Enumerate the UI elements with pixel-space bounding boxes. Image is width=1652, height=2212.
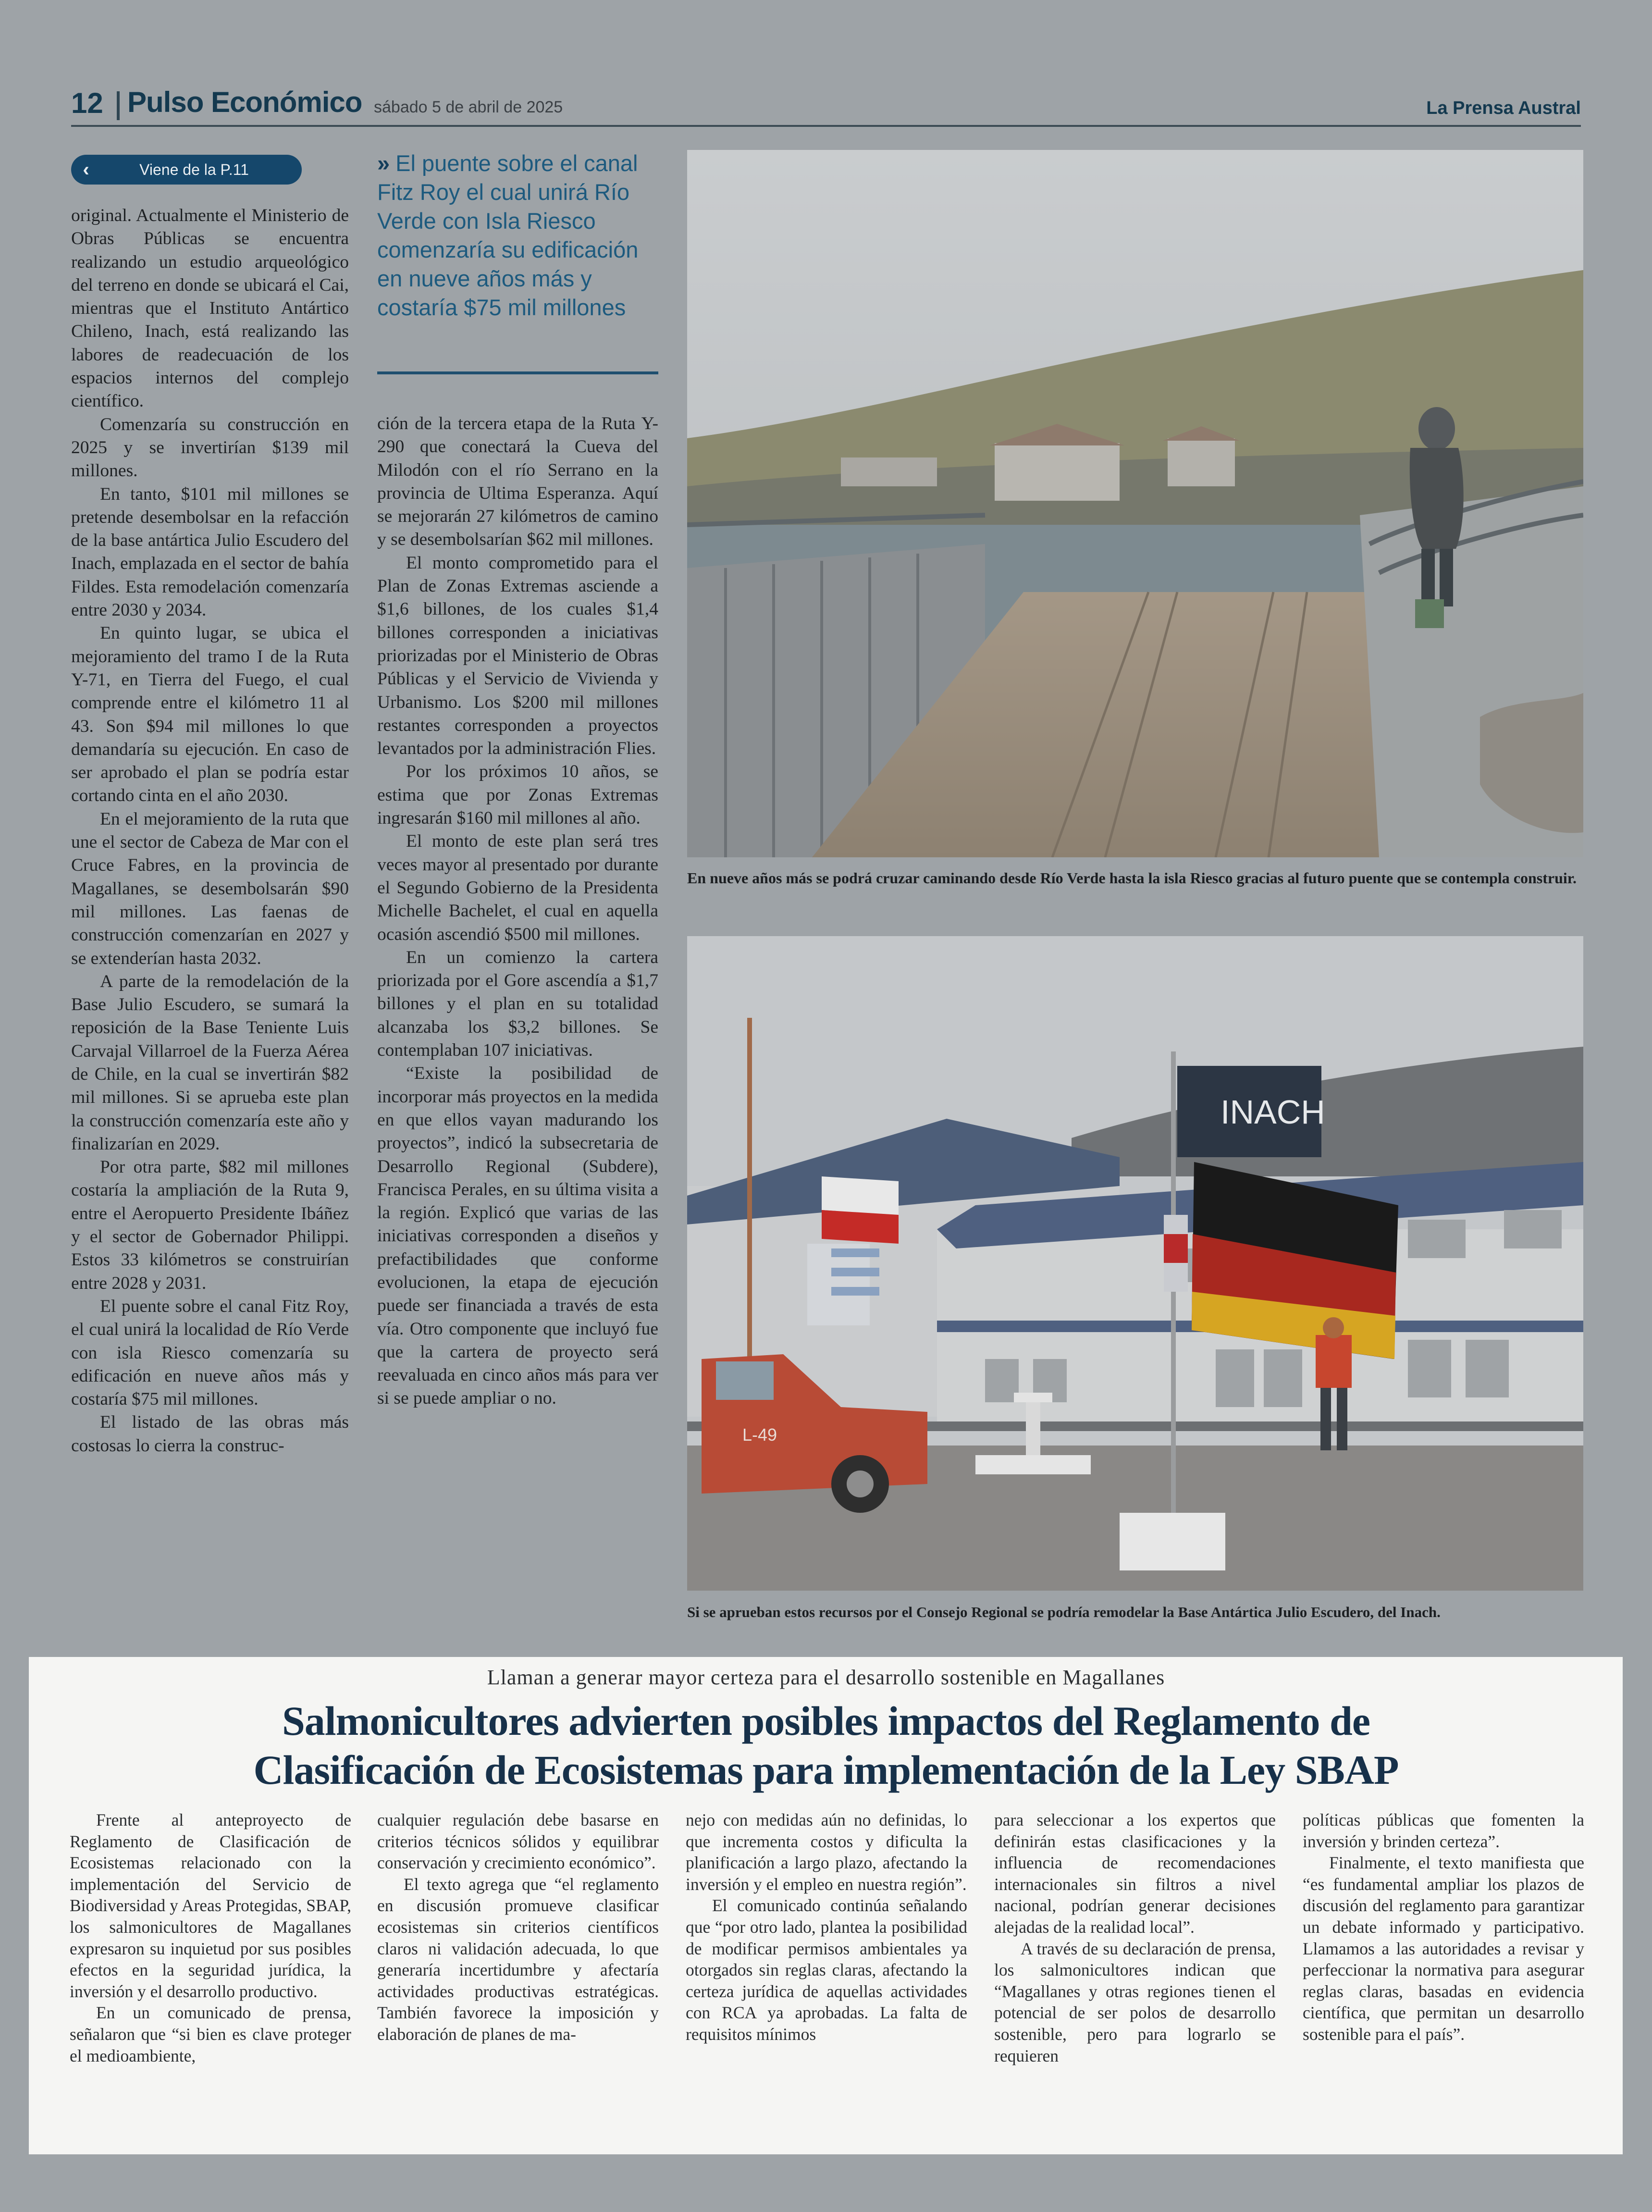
chevron-left-icon: ‹ bbox=[83, 159, 89, 180]
headline-line-1: Salmonicultores advierten posibles impactos del Reglamento de bbox=[282, 1698, 1370, 1744]
issue-date: sábado 5 de abril de 2025 bbox=[374, 98, 563, 116]
paragraph: Por otra parte, $82 mil millones costaría la ampliación de la Ruta 9, entre el Aeropuerto Presidente Ibáñez y el sector de Gobernador Philippi. Estos 33 kilómetros se construirían entre 2028 y 2031. bbox=[71, 1157, 349, 1293]
double-chevron-icon: » bbox=[377, 150, 390, 176]
paragraph: Finalmente, el texto manifiesta que “es fundamental ampliar los plazos de discusión del reglamento para garantizar un debate informado y participativo. Llamamos a las autoridades a revisar y perfeccionar la normativa para asegurar reglas claras, basadas en evidencia científica, que permitan un desarrollo sostenible para el país”. bbox=[1303, 1853, 1584, 2044]
paragraph: El texto agrega que “el reglamento en discusión promueve clasificar ecosistemas sin criterios científicos claros ni validación adecuada, lo que generaría incertidumbre y afectaría actividades productivas estratégicas. También favorece la imposición y elaboración de planes de ma- bbox=[377, 1874, 659, 2044]
paragraph: A través de su declaración de prensa, los salmonicultores indican que “Magallanes y otras regiones tienen el potencial de ser polos de desarrollo sostenible, pero para lograrlo se requieren bbox=[994, 1939, 1276, 2065]
flag-text-inach: INACH bbox=[1221, 1093, 1325, 1131]
paragraph: nejo con medidas aún no definidas, lo que incrementa costos y dificulta la planificación a largo plazo, afectando la inversión y el empleo en nuestra región”. bbox=[686, 1810, 967, 1894]
antarctic-base-photo bbox=[687, 936, 1583, 1591]
photo1-caption: En nueve años más se podrá cruzar caminando desde Río Verde hasta la isla Riesco gracias al futuro puente que se contempla construir. bbox=[687, 869, 1577, 887]
header-rule bbox=[71, 125, 1581, 127]
continued-from-tag[interactable] bbox=[71, 155, 302, 185]
headline-line-2: Clasificación de Ecosistemas para implementación de la Ley SBAP bbox=[253, 1747, 1399, 1793]
continued-label: Viene de la P.11 bbox=[139, 161, 249, 178]
article2-column-3 bbox=[686, 1809, 967, 2045]
publication-name: La Prensa Austral bbox=[1426, 98, 1581, 118]
article1-column-1 bbox=[71, 204, 349, 1458]
paragraph: cualquier regulación debe basarse en criterios técnicos sólidos y equilibrar conservación y crecimiento económico”. bbox=[377, 1810, 659, 1873]
article2-column-5 bbox=[1303, 1809, 1584, 2045]
section-title: Pulso Económico bbox=[127, 86, 362, 118]
paragraph: A parte de la remodelación de la Base Julio Escudero, se sumará la reposición de la Base Teniente Luis Carvajal Villarroel de la Fuerza Aérea de Chile, en la cual se invertirán $82 mil millones. Si se aprueba este plan la construcción comenzaría este año y finalizarían en 2029. bbox=[71, 971, 349, 1154]
article2-column-1 bbox=[70, 1809, 351, 2066]
header-divider bbox=[117, 91, 120, 120]
paragraph: El listado de las obras más costosas lo cierra la construc- bbox=[71, 1412, 349, 1456]
paragraph: Frente al anteproyecto de Reglamento de Clasificación de Ecosistemas relacionado con la implementación del Servicio de Biodiversidad y Areas Protegidas, SBAP, los salmonicultores de Magallanes expresaron su inquietud por sus posibles efectos en la seguridad jurídica, la inversión y el desarrollo productivo. bbox=[70, 1810, 351, 2001]
pull-quote bbox=[377, 149, 656, 322]
paragraph: En un comienzo la cartera priorizada por el Gore ascendía a $1,7 billones y el plan en su totalidad alcanzaba los $3,2 billones. Se contemplaban 107 iniciativas. bbox=[377, 947, 658, 1061]
page-number: 12 bbox=[71, 87, 103, 119]
vehicle-text-l49: L-49 bbox=[742, 1425, 777, 1445]
paragraph: En quinto lugar, se ubica el mejoramiento del tramo I de la Ruta Y-71, en Tierra del Fuego, el cual comprende entre el kilómetro 11 al 43. Son $94 mil millones lo que demandaría su ejecución. En caso de ser aprobado el plan se podría estar cortando cinta en el año 2030. bbox=[71, 623, 349, 806]
paragraph: Por los próximos 10 años, se estima que por Zonas Extremas ingresarán $160 mil millones al año. bbox=[377, 762, 658, 828]
paragraph: El monto comprometido para el Plan de Zonas Extremas asciende a $1,6 billones, de los cuales $1,4 billones corresponden a iniciativas priorizadas por el Ministerio de Obras Públicas y el Servicio de Vivienda y Urbanismo. Los $200 mil millones restantes corresponden a proyectos levantados por la administración Flies. bbox=[377, 553, 658, 759]
paragraph: “Existe la posibilidad de incorporar más proyectos en la medida en que ellos vayan madurando los proyectos”, indicó la subsecretaria de Desarrollo Regional (Subdere), Francisca Perales, en su última visita a la región. Explicó que varias de las iniciativas corresponden a diseños y prefactibilidades que conforme evolucionen, la etapa de ejecución puede ser financiada a través de esta vía. Otro componente que incluyó fue que la cartera de proyecto será reevaluada en cinco años más para ver si se puede ampliar o no. bbox=[377, 1063, 658, 1409]
paragraph: para seleccionar a los expertos que definirán estas clasificaciones y la influencia de recomendaciones internacionales sin filtros a nivel nacional, podrían generar decisiones alejadas de la realidad local”. bbox=[994, 1810, 1276, 1937]
article2-column-4 bbox=[994, 1809, 1276, 2066]
article2-headline bbox=[0, 1696, 1652, 1794]
pull-quote-text: El puente sobre el canal Fitz Roy el cual unirá Río Verde con Isla Riesco comenzaría su edificación en nueve años más y costaría $75 mil millones bbox=[377, 150, 639, 320]
article2-column-2 bbox=[377, 1809, 659, 2045]
photo2-caption: Si se aprueban estos recursos por el Consejo Regional se podría remodelar la Base Antártica Julio Escudero, del Inach. bbox=[687, 1604, 1441, 1620]
paragraph: En el mejoramiento de la ruta que une el sector de Cabeza de Mar con el Cruce Fabres, en la provincia de Magallanes, se desembolsarán $90 mil millones. Las faenas de construcción comenzarían en 2027 y se extenderían hasta 2032. bbox=[71, 809, 349, 968]
paragraph: El comunicado continúa señalando que “por otro lado, plantea la posibilidad de modificar permisos ambientales ya otorgados sin reglas claras, afectando la certeza jurídica de aquellas actividades con RCA ya aprobadas. La falta de requisitos mínimos bbox=[686, 1896, 967, 2044]
pull-quote-rule bbox=[377, 371, 658, 374]
article1-column-2 bbox=[377, 412, 658, 1410]
paragraph: políticas públicas que fomenten la inversión y brinden certeza”. bbox=[1303, 1810, 1584, 1851]
article2-kicker: Llaman a generar mayor certeza para el desarrollo sostenible en Magallanes bbox=[487, 1666, 1165, 1689]
paragraph: El monto de este plan será tres veces mayor al presentado por durante el Segundo Gobierno de la Presidenta Michelle Bachelet, el cual en aquella ocasión ascendió $500 mil millones. bbox=[377, 831, 658, 944]
paragraph: original. Actualmente el Ministerio de Obras Públicas se encuentra realizando un estudio arqueológico del terreno en donde se ubicará el Cai, mientras que el Instituto Antártico Chileno, Inach, está realizando las labores de readecuación de los espacios internos del complejo científico. bbox=[71, 206, 349, 411]
paragraph: El puente sobre el canal Fitz Roy, el cual unirá la localidad de Río Verde con isla Riesco comenzaría su edificación en nueve años más y costaría $75 mil millones. bbox=[71, 1296, 349, 1409]
paragraph: En un comunicado de prensa, señalaron que “si bien es clave proteger el medioambiente, bbox=[70, 2003, 351, 2065]
paragraph: ción de la tercera etapa de la Ruta Y-290 que conectará la Cueva del Milodón con el río Serrano en la provincia de Ultima Esperanza. Aquí se mejorarán 27 kilómetros de camino y se desembolsarían $62 mil millones. bbox=[377, 414, 658, 550]
paragraph: Comenzaría su construcción en 2025 y se invertirían $139 mil millones. bbox=[71, 414, 349, 481]
ferry-ramp-photo bbox=[687, 150, 1583, 857]
paragraph: En tanto, $101 mil millones se pretende desembolsar en la refacción de la base antártica Julio Escudero del Inach, emplazada en el sector de bahía Fildes. Esta remodelación comenzaría entre 2030 y 2034. bbox=[71, 484, 349, 620]
